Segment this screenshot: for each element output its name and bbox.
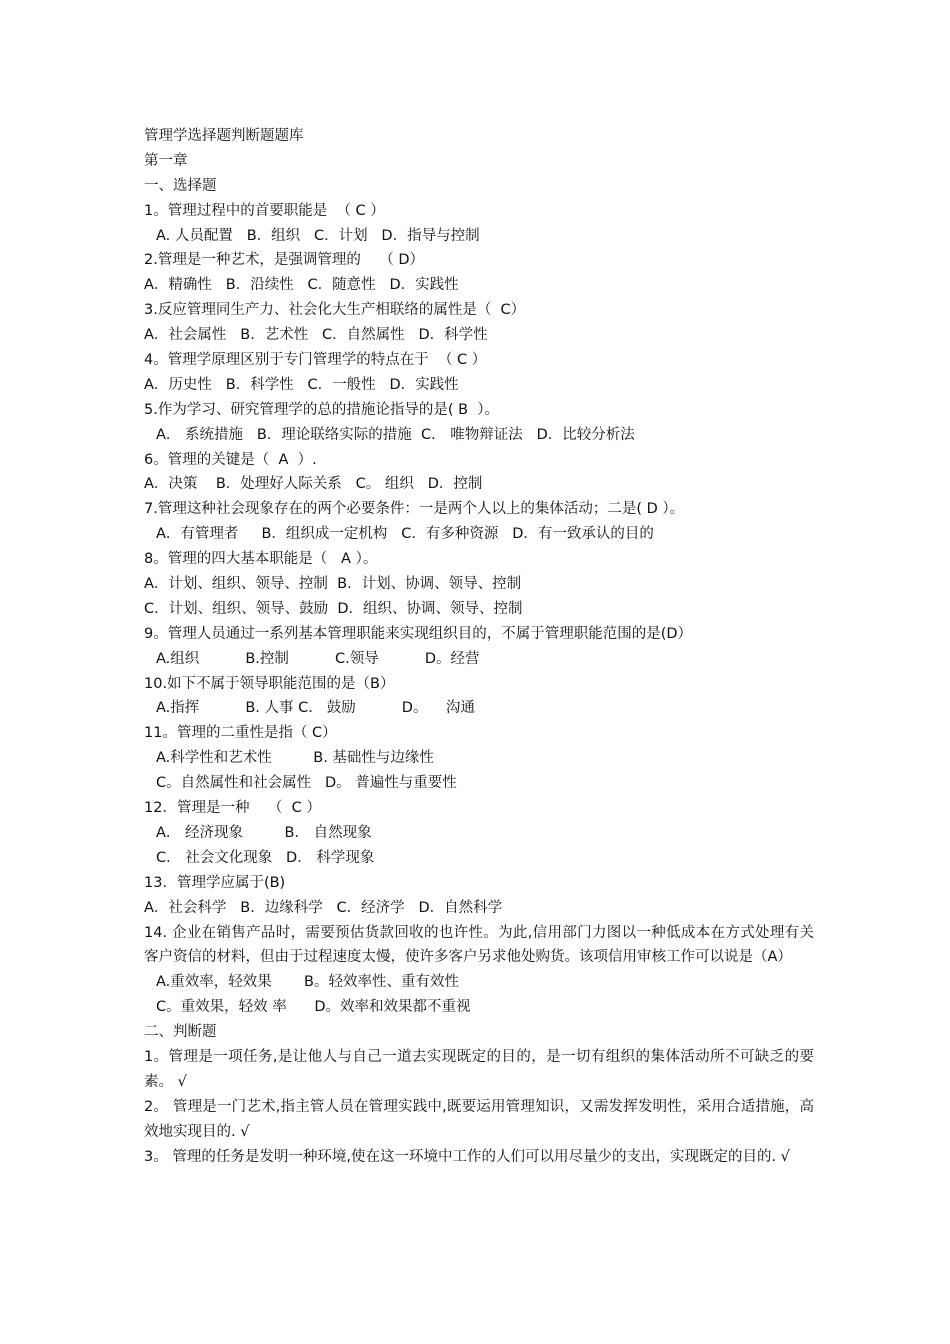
question-1: 1。管理过程中的首要职能是 （ C ） (144, 202, 385, 219)
question-11: 11。管理的二重性是指（ C） (144, 725, 337, 742)
question-12-options-row2: C． 社会文化现象 D． 科学现象 (156, 849, 375, 866)
judgment-3: 3。 管理的任务是发明一种环境,使在这一环境中工作的人们可以用尽量少的支出，实现既定的目的. √ (144, 1148, 790, 1165)
question-11-options-row1: A.科学性和艺术性 B. 基础性与边缘性 (156, 750, 434, 767)
question-8-options-row2: C．计划、组织、领导、鼓励 D．组织、协调、领导、控制 (144, 600, 523, 617)
question-4-options: A．历史性 B．科学性 C．一般性 D．实践性 (144, 376, 459, 393)
question-8-options-row1: A．计划、组织、领导、控制 B．计划、协调、领导、控制 (144, 576, 522, 593)
question-5-options: A． 系统措施 B．理论联络实际的措施 C． 唯物辩证法 D．比较分析法 (156, 426, 635, 443)
chapter-heading: 第一章 (144, 152, 188, 169)
question-8: 8。管理的四大基本职能是（ A ）。 (144, 551, 378, 568)
judgment-2: 2。 管理是一门艺术,指主管人员在管理实践中,既要运用管理知识，又需发挥发明性，采用合适措施，高效地实现目的. √ (144, 1098, 814, 1140)
document-page (144, 124, 814, 1170)
question-13-options: A．社会科学 B．边缘科学 C．经济学 D．自然科学 (144, 899, 503, 916)
question-12-options-row1: A． 经济现象 B． 自然现象 (156, 824, 372, 841)
section-heading-judgment: 二、判断题 (144, 1024, 217, 1041)
question-6-options: A．决策 B．处理好人际关系 C。 组织 D．控制 (144, 476, 483, 493)
question-10: 10.如下不属于领导职能范围的是（B） (144, 675, 395, 692)
question-12: 12．管理是一种 （ C ） (144, 800, 321, 817)
question-1-options: A. 人员配置 B．组织 C．计划 D．指导与控制 (156, 227, 480, 244)
judgment-1: 1。管理是一项任务,是让他人与自己一道去实现既定的目的，是一切有组织的集体活动所不可缺乏的要素。 √ (144, 1048, 814, 1090)
question-14-options-row1: A.重效率，轻效果 B。轻效率性、重有效性 (156, 974, 459, 991)
question-9-options: A.组织 B.控制 C.领导 D。经营 (156, 650, 480, 667)
question-6: 6。管理的关键是（ A ）. (144, 451, 317, 468)
question-14-options-row2: C。重效果，轻效 率 D。效率和效果都不重视 (156, 999, 471, 1016)
section-heading-choice: 一、选择题 (144, 177, 217, 194)
question-3-options: A．社会属性 B．艺术性 C．自然属性 D．科学性 (144, 327, 488, 344)
question-2-options: A．精确性 B．沿续性 C．随意性 D．实践性 (144, 277, 459, 294)
question-11-options-row2: C。自然属性和社会属性 D。 普遍性与重要性 (156, 775, 457, 792)
question-14: 14. 企业在销售产品时，需要预估货款回收的也许性。为此,信用部门力图以一种低成本在方式处理有关客户资信的材料，但由于过程速度太慢，使许多客户另求他处购货。该项信用审核工作可以说是（A） (144, 924, 814, 966)
question-5: 5.作为学习、研究管理学的总的措施论指导的是( B ）。 (144, 401, 500, 418)
question-9: 9。管理人员通过一系列基本管理职能来实现组织目的，不属于管理职能范围的是(D） (144, 625, 693, 642)
question-10-options: A.指挥 B. 人事 C. 鼓励 D。 沟通 (156, 700, 475, 717)
question-2: 2.管理是一种艺术，是强调管理的 （ D） (144, 252, 425, 269)
question-3: 3.反应管理同生产力、社会化大生产相联络的属性是（ C） (144, 302, 526, 319)
document-title: 管理学选择题判断题题库 (144, 128, 304, 144)
question-7: 7.管理这种社会现象存在的两个必要条件：一是两个人以上的集体活动；二是( D ）。 (144, 501, 685, 518)
question-13: 13．管理学应属于(B) (144, 874, 286, 891)
question-7-options: A．有管理者 B．组织成一定机构 C．有多种资源 D．有一致承认的目的 (156, 526, 654, 543)
question-4: 4。管理学原理区别于专门管理学的特点在于 （ C ） (144, 352, 487, 369)
